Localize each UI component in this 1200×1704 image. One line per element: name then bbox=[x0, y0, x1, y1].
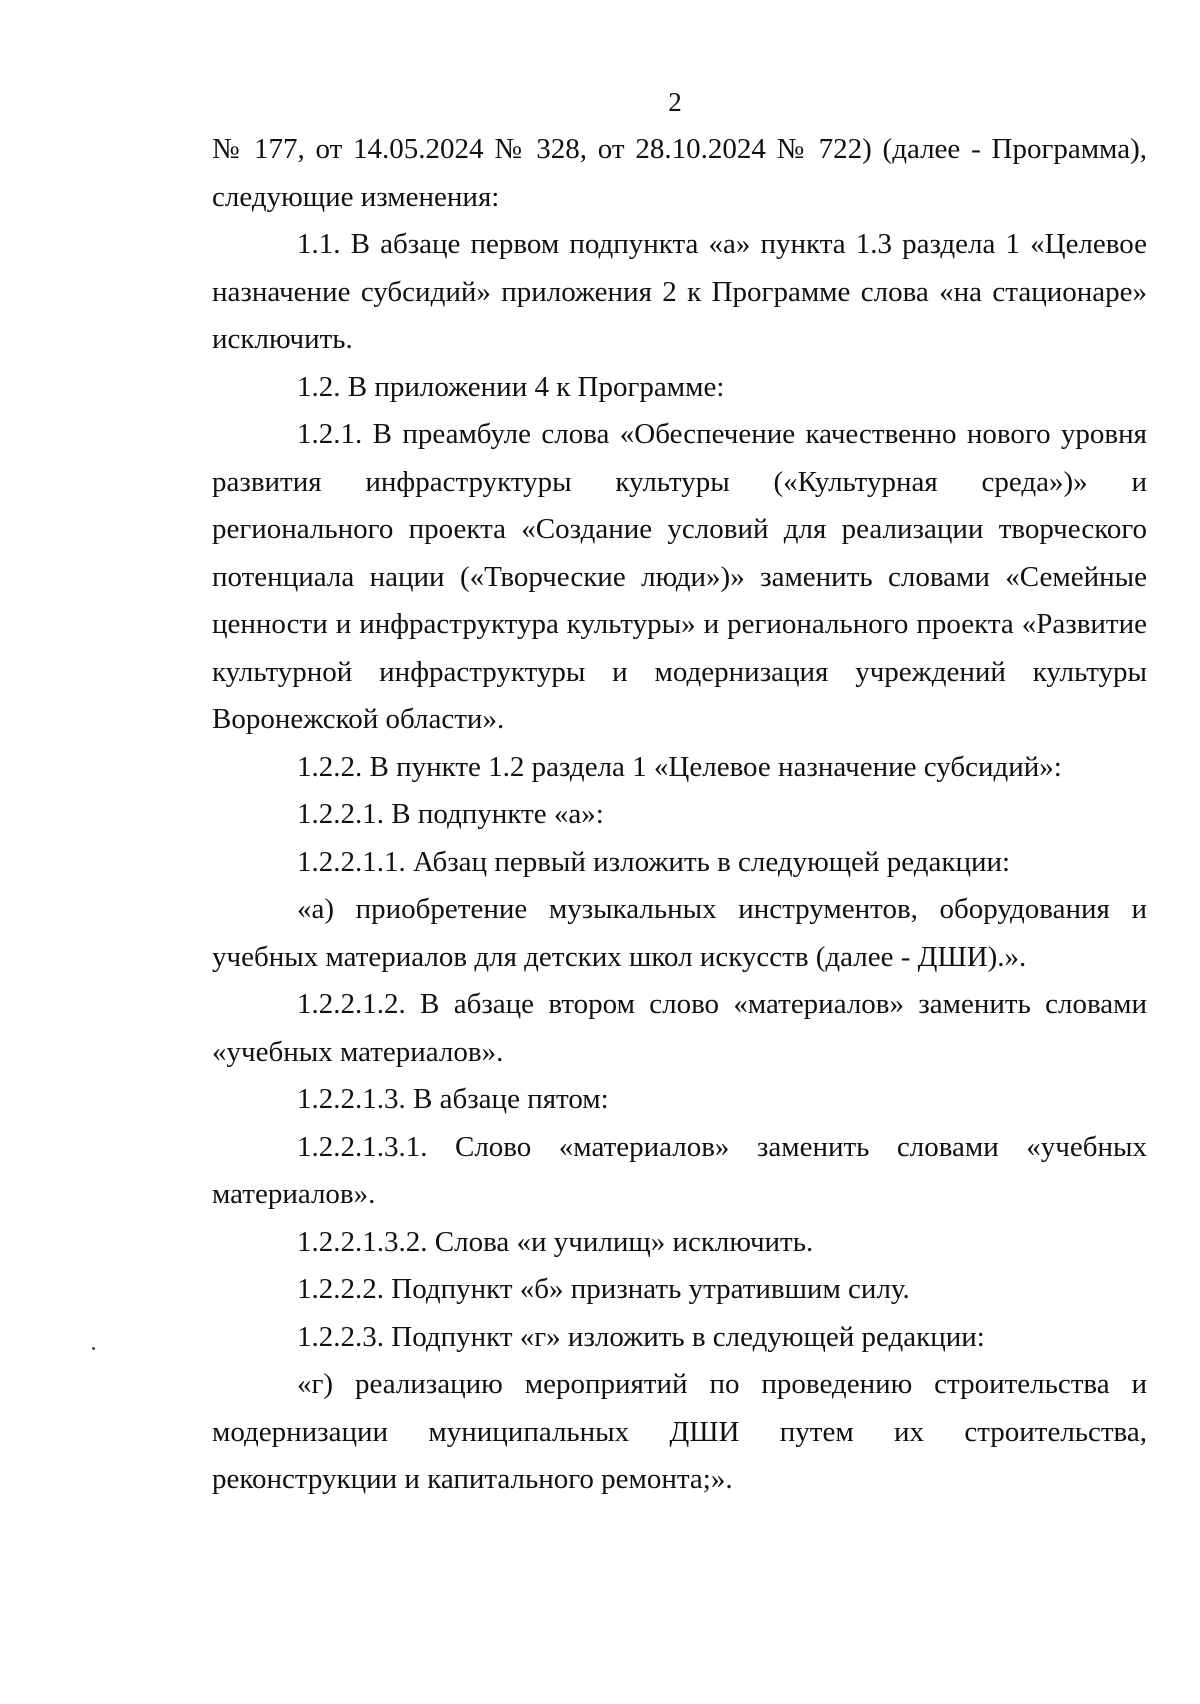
paragraph-1-2-2-1-3: 1.2.2.1.3. В абзаце пятом: bbox=[297, 1083, 609, 1115]
paragraph-1-2-2: 1.2.2. В пункте 1.2 раздела 1 «Целевое назначение субсидий»: bbox=[297, 750, 1062, 783]
paragraph-quote-a: «а) приобретение музыкальных инструментов, оборудования и учебных материалов для детских школ искусств (далее - ДШИ).». bbox=[212, 893, 1147, 973]
paragraph-1-2-2-1-2: 1.2.2.1.2. В абзаце втором слово «материалов» заменить словами «учебных материалов». bbox=[212, 988, 1147, 1068]
scan-dot-mark bbox=[92, 1347, 95, 1350]
paragraph-1-2-2-2: 1.2.2.2. Подпункт «б» признать утратившим силу. bbox=[297, 1273, 910, 1305]
paragraph-1-2-2-3: 1.2.2.3. Подпункт «г» изложить в следующей редакции: bbox=[297, 1320, 985, 1353]
paragraph-1-2-2-1: 1.2.2.1. В подпункте «а»: bbox=[297, 798, 604, 830]
paragraph-1-2-2-1-1: 1.2.2.1.1. Абзац первый изложить в следующей редакции: bbox=[297, 845, 1011, 878]
paragraph-1-2-2-1-3-1: 1.2.2.1.3.1. Слово «материалов» заменить словами «учебных материалов». bbox=[212, 1130, 1147, 1210]
document-body bbox=[212, 126, 1147, 1504]
paragraph-1-1: 1.1. В абзаце первом подпункта «а» пункта 1.3 раздела 1 «Целевое назначение субсидий» приложения 2 к Программе слова «на стационаре» исключить. bbox=[212, 228, 1147, 355]
paragraph-1-2: 1.2. В приложении 4 к Программе: bbox=[297, 370, 725, 403]
paragraph-1-2-2-1-3-2: 1.2.2.1.3.2. Слова «и училищ» исключить. bbox=[297, 1225, 814, 1258]
paragraph-continuation: № 177, от 14.05.2024 № 328, от 28.10.2024 № 722) (далее - Программа), следующие изменения: bbox=[212, 133, 1147, 213]
paragraph-quote-g: «г) реализацию мероприятий по проведению строительства и модернизации муниципальных ДШИ путем их строительства, реконструкции и капитального ремонта;». bbox=[212, 1368, 1147, 1495]
page-number: 2 bbox=[668, 87, 682, 117]
paragraph-1-2-1: 1.2.1. В преамбуле слова «Обеспечение качественно нового уровня развития инфраструктуры культуры («Культурная среда»)» и регионального проекта «Создание условий для реализации творческого потенциала нации («Творческие люди»)» заменить словами «Семейные ценности и инфраструктура культуры» и регионального проекта «Развитие культурной инфраструктуры и модернизация учреждений культуры Воронежской области». bbox=[212, 418, 1147, 735]
